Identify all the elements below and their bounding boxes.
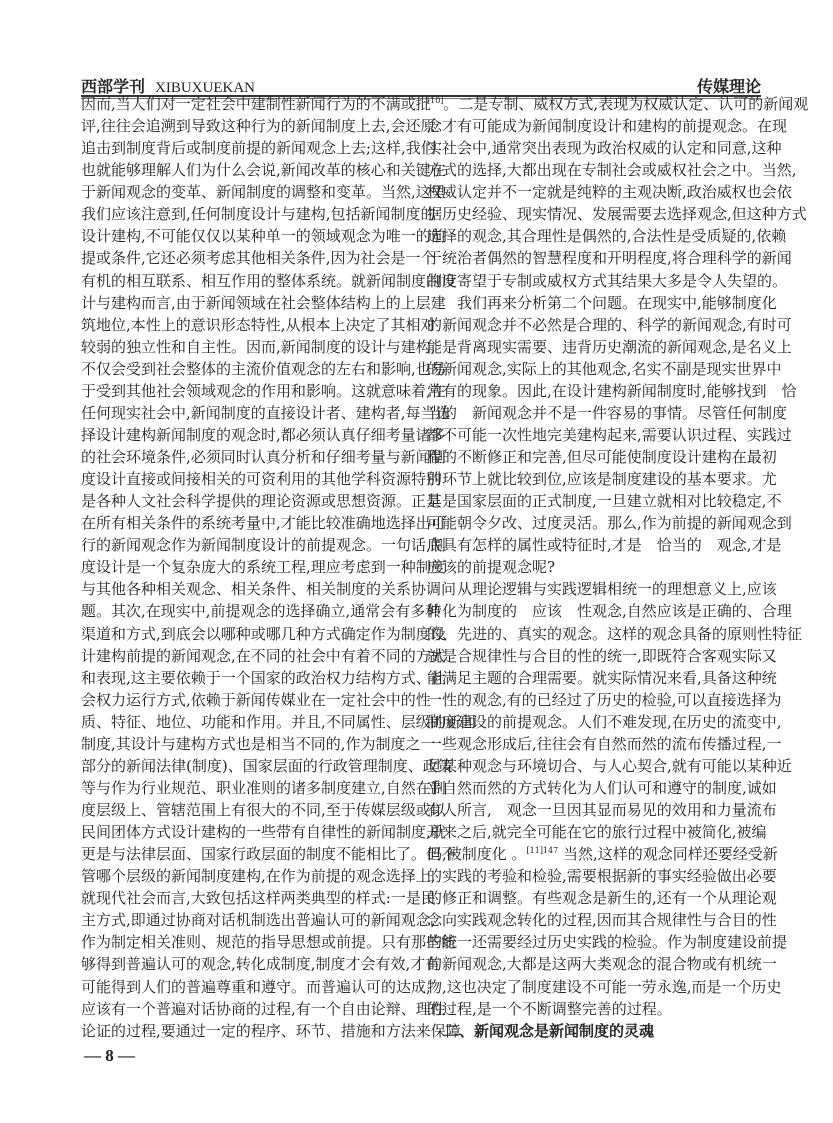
text-line: 的修正和调整。有些观念是新生的,还有一个从理论观 xyxy=(427,889,777,908)
text-line: 我们应该注意到,任何制度设计与建构,包括新闻制度的 xyxy=(81,205,436,224)
text-line: 可能朝令夕改、过度灵活。那么,作为前提的新闻观念到 xyxy=(427,514,792,533)
text-line: 能满足主题的合理需要。就实际情况来看,具备这种统 xyxy=(427,668,777,687)
journal-name-en: XIBUXUEKAN xyxy=(155,80,256,96)
text-line: 念才有可能成为新闻制度设计和建构的前提观念。在现 xyxy=(427,117,788,136)
text-line: 权威认定并不一定就是纯粹的主观决断,政治威权也会依 xyxy=(427,183,792,202)
text-line: 开来之后,就完全可能在它的旅行过程中被简化,被编 xyxy=(427,823,767,842)
text-line: 我们再来分析第二个问题。在现实中,能够制度化 xyxy=(457,293,777,312)
text-line: 应该的前提观念呢? xyxy=(427,558,556,577)
text-line xyxy=(427,93,809,115)
citation-superscript: [10] xyxy=(427,96,444,105)
text-line: 于受到其他社会领域观念的作用和影响。这就意味着,在 xyxy=(81,381,446,400)
text-line: 制度寄望于专制或威权方式其结果大多是令人失望的。 xyxy=(427,271,788,290)
text-segment: 。二是专制、威权方式,表现为权威认定、认可的新闻观 xyxy=(443,95,809,113)
text-line: 常有的现象。因此,在设计建构新闻制度时,能够找到 恰 xyxy=(427,381,797,400)
right-column xyxy=(427,93,809,1042)
text-line: 于新闻观念的变革、新闻制度的调整和变革。当然,这里 xyxy=(81,183,446,202)
text-line: 的实践的考验和检验,需要根据新的事实经验做出必要 xyxy=(427,867,777,886)
text-line: 的新闻观念,大都是这两大类观念的混合物或有机统一 xyxy=(427,955,777,974)
text-line: 就是合规律性与合目的性的统一,即既符合客观实际又 xyxy=(427,646,777,665)
text-line: 管哪个层级的新闻制度建构,在作为前提的观念选择上, xyxy=(81,867,436,886)
text-line: 有人所言, 观念一旦因其显而易见的效用和力量流布 xyxy=(427,801,777,819)
text-line: 评,往往会追溯到导致这种行为的新闻制度上去,会还原 xyxy=(81,117,436,136)
text-line: 作为制定相关准则、规范的指导思想或前提。只有那些能 xyxy=(81,933,457,952)
text-line: 计建构前提的新闻观念,在不同的社会中有着不同的方式 xyxy=(81,646,446,665)
text-line: 够得到普遍认可的观念,转化成制度,制度才会有效,才有 xyxy=(81,955,441,974)
text-line: 民间团体方式设计建构的一些带有自律性的新闻制度,就 xyxy=(81,823,446,842)
text-line: 会权力运行方式,依赖于新闻传媒业在一定社会中的性 xyxy=(81,690,431,709)
text-line: 度设计是一个复杂庞大的系统工程,理应考虑到一种制度 xyxy=(81,558,446,577)
text-line: 的、先进的、真实的观念。这样的观念具备的原则性特征 xyxy=(427,624,803,643)
text-line: 选择的观念,其合理性是偶然的,合法性是受质疑的,依赖 xyxy=(427,227,787,246)
text-line: 的过程,是一个不断调整完善的过程。 xyxy=(427,999,672,1018)
text-line: 筑地位,本性上的意识形态特性,从根本上决定了其相对 xyxy=(81,315,436,334)
text-line: 程的不断修正和完善,但尽可能使制度设计建构在最初 xyxy=(427,448,777,466)
text-line: 追击到制度背后或制度前提的新闻观念上去;这样,我们 xyxy=(81,139,436,158)
text-line: 设计建构,不可能仅仅以某种单一的领域观念为唯一的前 xyxy=(81,227,446,246)
text-line: 念向实践观念转化的过程,因而其合规律性与合目的性 xyxy=(427,911,777,930)
text-line: 乎自然而然的方式转化为人们认可和遵守的制度,诚如 xyxy=(427,778,777,797)
text-line: 实社会中,通常突出表现为政治权威的认定和同意,这种 xyxy=(427,139,782,158)
text-line: 在所有相关条件的系统考量中,才能比较准确地选择出可 xyxy=(81,514,446,533)
text-line: 当的 新闻观念并不是一件容易的事情。尽管任何制度 xyxy=(427,403,788,422)
citation-superscript: [11]147 xyxy=(526,846,559,856)
text-line: 有机的相互联系、相互作用的整体系统。就新闻制度的设 xyxy=(81,271,457,290)
text-line: 的新闻观念,实际上的其他观念,名实不副是现实世界中 xyxy=(427,359,782,378)
text-line: 论证的过程,要通过一定的程序、环节、措施和方法来保障 xyxy=(81,1021,461,1040)
text-line: 渠道和方式,到底会以哪种或哪几种方式确定作为制度设 xyxy=(81,624,446,643)
text-line: 方式的选择,大都出现在专制社会或威权社会之中。当然, xyxy=(427,161,797,180)
text-line: 的社会环境条件,必须同时认真分析和仔细考量与新闻制 xyxy=(81,448,446,466)
text-line: 因而,当人们对一定社会中建制性新闻行为的不满或批 xyxy=(81,95,431,113)
text-line: 都不可能一次性地完美建构起来,需要认识过程、实践过 xyxy=(427,425,792,444)
text-line: 从理论逻辑与实践逻辑相统一的理想意义上,应该 xyxy=(457,580,777,599)
text-line: 主方式,即通过协商对话机制选出普遍认可的新闻观念, xyxy=(81,911,436,930)
text-segment: 当然,这样的观念同样还要经受新 xyxy=(558,845,778,864)
text-line: 制度建设的前提观念。人们不难发现,在历史的流变中, xyxy=(427,712,782,731)
text-line: 度层级上、管辖范围上有很大的不同,至于传媒层级或以 xyxy=(81,801,446,819)
text-line: 物,这也决定了制度建设不可能一劳永逸,而是一个历史 xyxy=(427,977,782,996)
text-line: 底具有怎样的属性或特征时,才是 恰当的 观念,才是 xyxy=(427,536,782,555)
text-line: 度设计直接或间接相关的可资利用的其他学科资源特别 xyxy=(81,470,442,489)
text-line: 一些观念形成后,往往会有自然而然的流布传播过程,一 xyxy=(427,734,782,753)
text-line: 题。其次,在现实中,前提观念的选择确立,通常会有多种 xyxy=(81,602,441,621)
text-line: 旦某种观念与环境切合、与人心契合,就有可能以某种近 xyxy=(427,756,792,775)
text-line: 较弱的独立性和自主性。因而,新闻制度的设计与建构, xyxy=(81,337,436,356)
journal-name-cn: 西部学刊 xyxy=(81,77,146,96)
text-line: 提或条件,它还必须考虑其他相关条件,因为社会是一个 xyxy=(81,249,436,268)
text-line: 部分的新闻法律(制度)、国家层面的行政管理制度、政策 xyxy=(81,756,453,775)
text-line: 和表现,这主要依赖于一个国家的政治权力结构方式、社 xyxy=(81,668,446,687)
text-line: 更是与法律层面、国家行政层面的制度不能相比了。但不 xyxy=(81,845,457,864)
text-line: 择设计建构新闻制度的观念时,都必须认真仔细考量诸多 xyxy=(81,425,446,444)
text-line: 质、特征、地位、功能和作用。并且,不同属性、层级的新闻 xyxy=(81,712,476,731)
text-line: 的环节上就比较到位,应该是制度建设的基本要求。尤 xyxy=(427,470,777,489)
text-line: 其是国家层面的正式制度,一旦建立就相对比较稳定,不 xyxy=(427,492,782,511)
text-line: 与其他各种相关观念、相关条件、相关制度的关系协调问 xyxy=(81,580,457,599)
text-line: 任何现实社会中,新闻制度的直接设计者、建构者,每当选 xyxy=(81,403,451,422)
text-line xyxy=(427,843,778,865)
section-title: 传媒理论 xyxy=(696,77,761,96)
text-line: 就现代社会而言,大致包括这样两类典型的样式:一是民 xyxy=(81,889,436,908)
text-line: 可能得到人们的普遍尊重和遵守。而普遍认可的达成, xyxy=(81,977,431,996)
text-line: 计与建构而言,由于新闻领域在社会整体结构上的上层建 xyxy=(81,293,446,312)
text-line: 据历史经验、现实情况、发展需要去选择观念,但这种方式 xyxy=(427,205,807,224)
page-number: — 8 — xyxy=(84,1046,135,1065)
text-line: 一性的观念,有的已经过了历史的检验,可以直接选择为 xyxy=(427,690,782,709)
text-line: 于统治者偶然的智慧程度和开明程度,将合理科学的新闻 xyxy=(427,249,792,268)
section-heading: 二、新闻观念是新闻制度的灵魂 xyxy=(444,1021,655,1040)
text-line: 等与作为行业规范、职业准则的诸多制度建立,自然在制 xyxy=(81,778,446,797)
text-line: 的新闻观念并不必然是合理的、科学的新闻观念,有时可 xyxy=(427,315,792,334)
text-line: 的统一还需要经过历史实践的检验。作为制度建设前提 xyxy=(427,933,788,952)
text-line: 是各种人文社会科学提供的理论资源或思想资源。正是 xyxy=(81,492,442,511)
text-line: 转化为制度的 应该 性观念,自然应该是正确的、合理 xyxy=(427,602,792,621)
text-line: 制度,其设计与建构方式也是相当不同的,作为制度之一 xyxy=(81,734,436,753)
text-line: 应该有一个普遍对话协商的过程,有一个自由论辩、理性 xyxy=(81,999,446,1018)
text-line: 行的新闻观念作为新闻制度设计的前提观念。一句话,制 xyxy=(81,536,446,555)
text-segment: 码,被制度化 。 xyxy=(427,845,527,864)
text-line: 能是背离现实需要、违背历史潮流的新闻观念,是名义上 xyxy=(427,337,792,356)
text-line: 也就能够理解人们为什么会说,新闻改革的核心和关键在 xyxy=(81,161,446,180)
text-line: 不仅会受到社会整体的主流价值观念的左右和影响,也易 xyxy=(81,359,446,378)
